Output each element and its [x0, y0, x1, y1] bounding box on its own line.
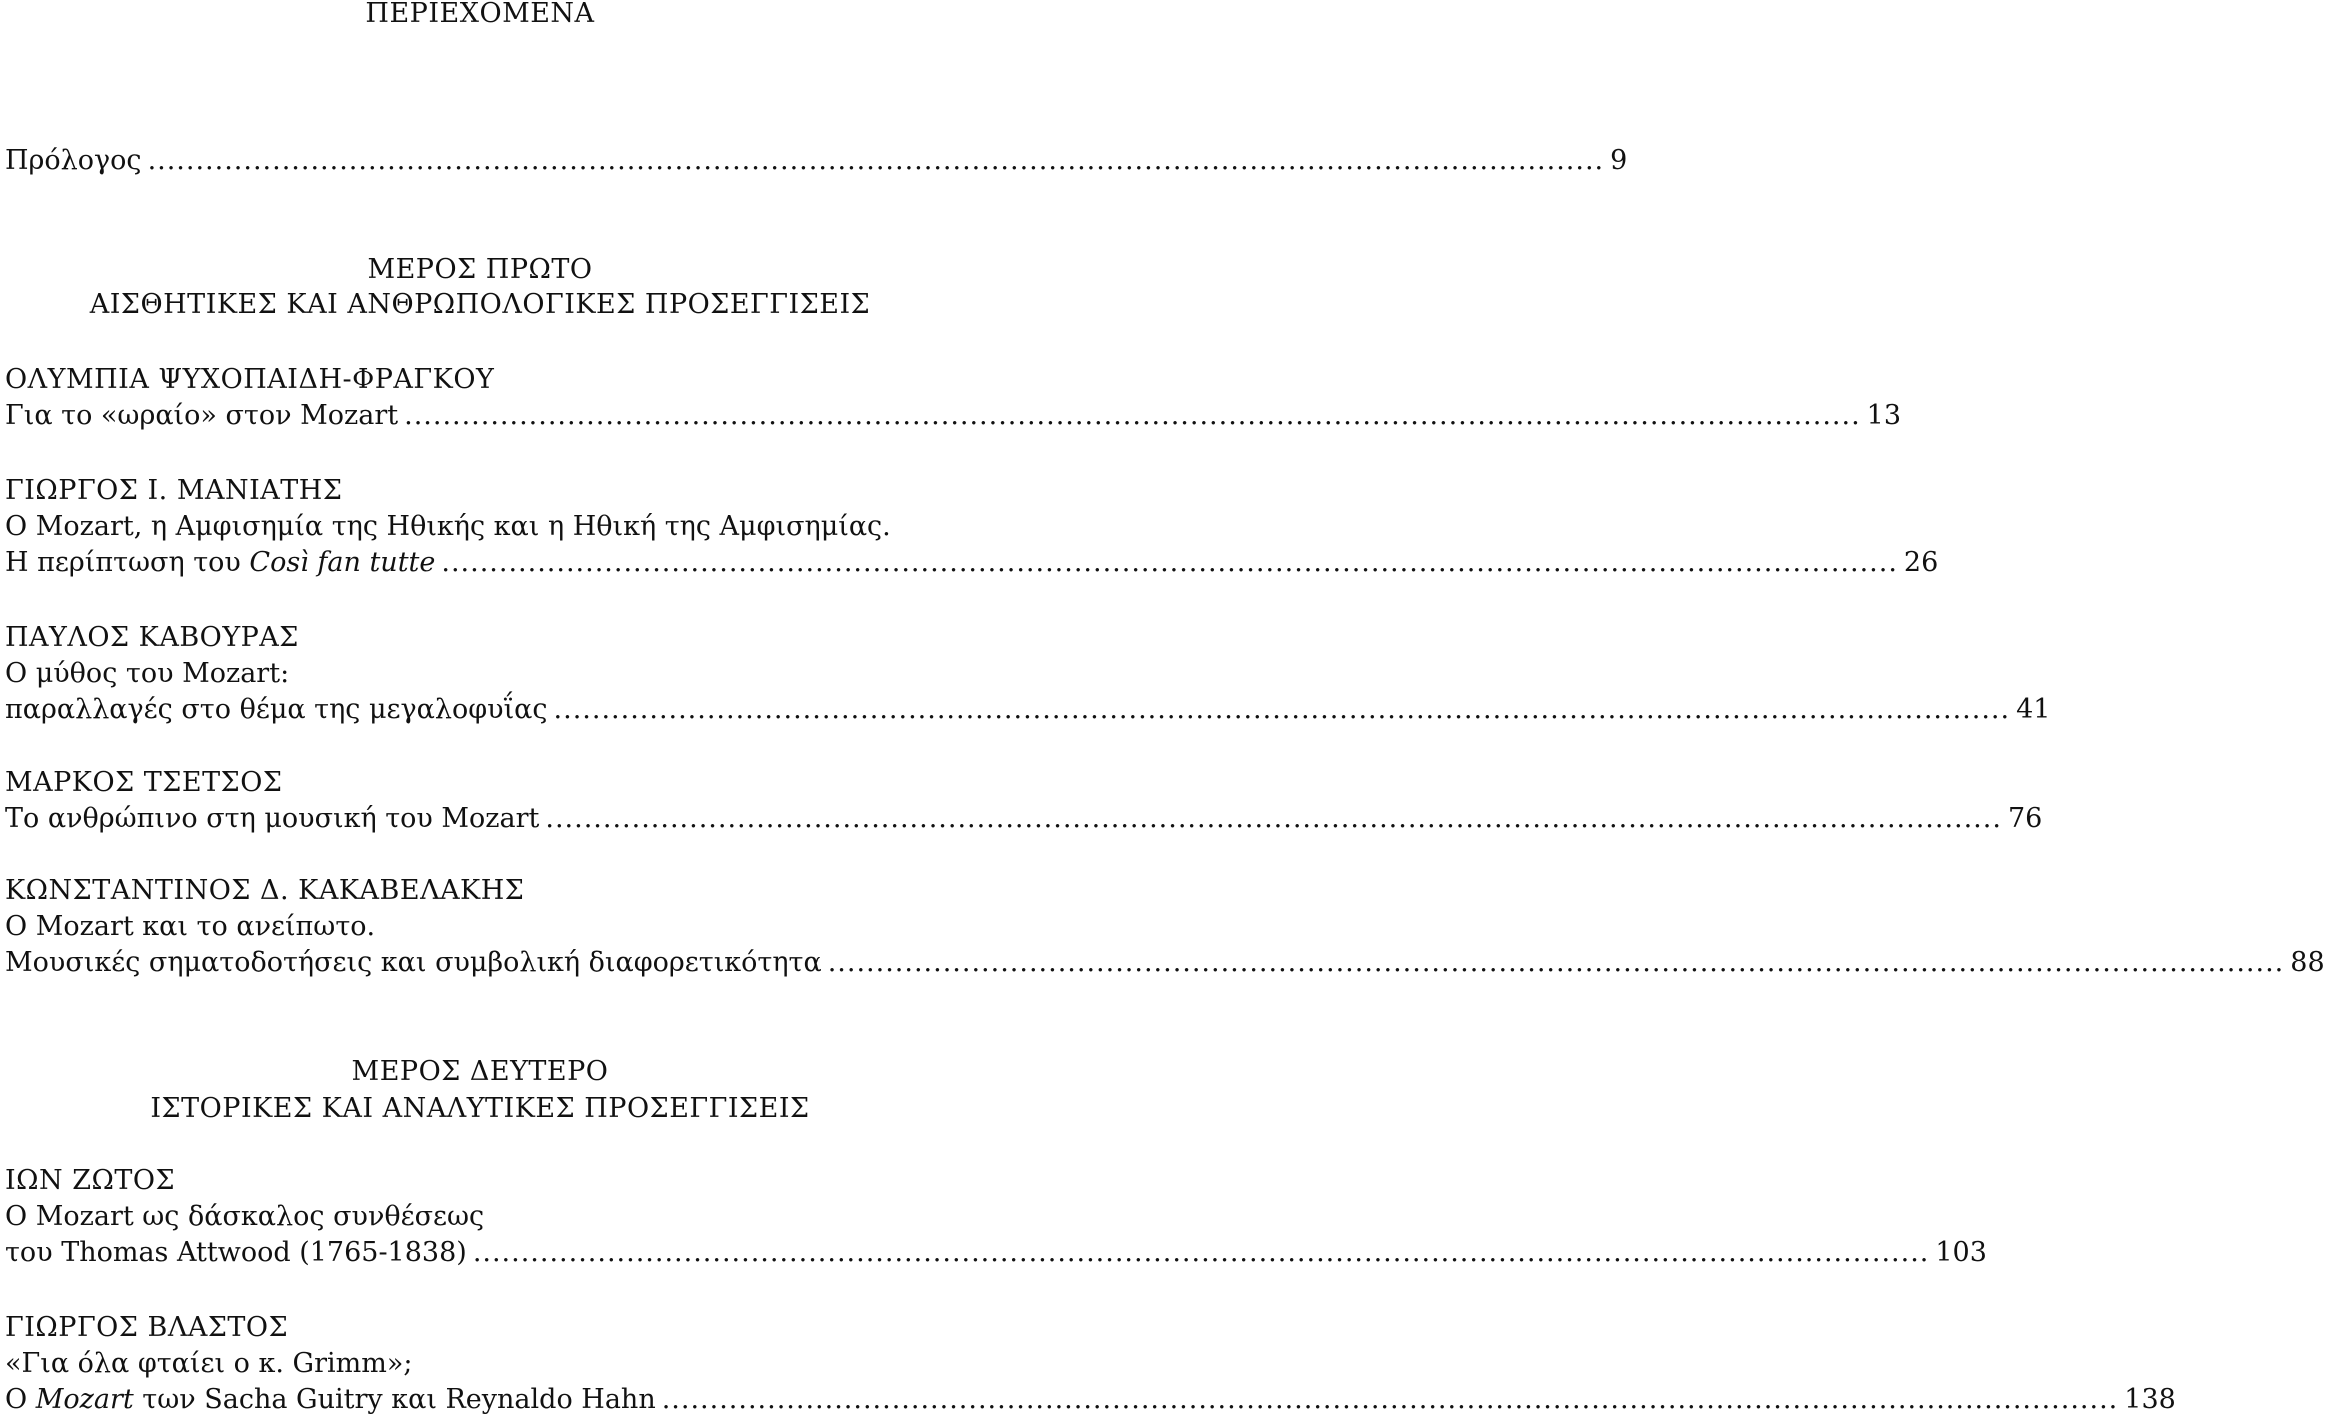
toc-entry[interactable] [5, 1382, 2176, 1418]
entry-title: του Thomas Attwood (1765-1838) [5, 1237, 467, 1268]
entry-title-italic: Così fan tutte [249, 547, 436, 578]
part-subheading: ΑΙΣΘΗΤΙΚΕΣ ΚΑΙ ΑΝΘΡΩΠΟΛΟΓΙΚΕΣ ΠΡΟΣΕΓΓΙΣΕΙΣ [89, 289, 871, 320]
entry-author: ΚΩΝΣΤΑΝΤΙΝΟΣ Δ. ΚΑΚΑΒΕΛΑΚΗΣ [5, 875, 525, 906]
toc-entry[interactable] [5, 801, 2043, 837]
dot-leader: ........................................................................................................................................................ [404, 400, 1861, 431]
dot-leader: ........................................................................................................................................................ [147, 145, 1605, 176]
entry-title-italic: Mozart [35, 1384, 134, 1415]
part-heading: ΜΕΡΟΣ ΔΕΥΤΕΡΟ [351, 1056, 609, 1087]
entry-title-line: Ο Mozart και το ανείπωτο. [5, 911, 376, 942]
entry-title: Μουσικές σηματοδοτήσεις και συμβολική διαφορετικότητα [5, 947, 822, 978]
page-title: ΠΕΡΙΕΧΟΜΕΝΑ [365, 0, 595, 29]
entry-author: ΜΑΡΚΟΣ ΤΣΕΤΣΟΣ [5, 767, 283, 798]
entry-title [5, 1382, 656, 1418]
part-heading: ΜΕΡΟΣ ΠΡΩΤΟ [367, 254, 593, 285]
dot-leader: ........................................................................................................................................................ [661, 1384, 2119, 1415]
dot-leader: ........................................................................................................................................................ [545, 803, 2002, 834]
entry-title-text: Η περίπτωση του [5, 547, 250, 578]
entry-title-text: των Sacha Guitry και Reynaldo Hahn [133, 1384, 656, 1415]
dot-leader: ........................................................................................................................................................ [441, 547, 1898, 578]
page-number: 13 [1866, 400, 1902, 431]
toc-entry-prologue[interactable] [5, 143, 1628, 179]
entry-title: παραλλαγές στο θέμα της μεγαλοφυΐας [5, 694, 548, 725]
entry-title-line: «Για όλα φταίει ο κ. Grimm»; [5, 1348, 413, 1379]
page-number: 88 [2290, 947, 2325, 978]
entry-title: Πρόλογος [5, 145, 142, 176]
entry-author: ΓΙΩΡΓΟΣ Ι. ΜΑΝΙΑΤΗΣ [5, 475, 343, 506]
page-number: 41 [2016, 694, 2051, 725]
toc-entry[interactable] [5, 545, 1939, 581]
dot-leader: ........................................................................................................................................................ [827, 947, 2285, 978]
page-number: 138 [2124, 1384, 2176, 1415]
entry-title [5, 545, 435, 581]
entry-author: ΓΙΩΡΓΟΣ ΒΛΑΣΤΟΣ [5, 1312, 289, 1343]
entry-author: ΙΩΝ ΖΩΤΟΣ [5, 1165, 176, 1196]
toc-entry[interactable] [5, 398, 1902, 434]
toc-entry[interactable] [5, 945, 2325, 981]
part-subheading: ΙΣΤΟΡΙΚΕΣ ΚΑΙ ΑΝΑΛΥΤΙΚΕΣ ΠΡΟΣΕΓΓΙΣΕΙΣ [150, 1093, 810, 1124]
page-number: 103 [1935, 1237, 1987, 1268]
page-number: 9 [1610, 145, 1628, 176]
dot-leader: ........................................................................................................................................................ [553, 694, 2011, 725]
dot-leader: ........................................................................................................................................................ [472, 1237, 1930, 1268]
entry-author: ΟΛΥΜΠΙΑ ΨΥΧΟΠΑΙΔΗ-ΦΡΑΓΚΟΥ [5, 364, 495, 395]
page-number: 26 [1903, 547, 1939, 578]
entry-title: Το ανθρώπινο στη μουσική του Mozart [5, 803, 540, 834]
entry-title-line: Ο Mozart, η Αμφισημία της Ηθικής και η Ηθική της Αμφισημίας. [5, 511, 891, 542]
page-number: 76 [2007, 803, 2043, 834]
entry-title-text: Ο [5, 1384, 36, 1415]
entry-title: Για το «ωραίο» στον Mozart [5, 400, 399, 431]
toc-entry[interactable] [5, 1235, 1987, 1271]
entry-author: ΠΑΥΛΟΣ ΚΑΒΟΥΡΑΣ [5, 622, 299, 653]
toc-entry[interactable] [5, 692, 2051, 728]
entry-title-line: Ο μύθος του Mozart: [5, 658, 290, 689]
entry-title-line: Ο Mozart ως δάσκαλος συνθέσεως [5, 1201, 485, 1232]
